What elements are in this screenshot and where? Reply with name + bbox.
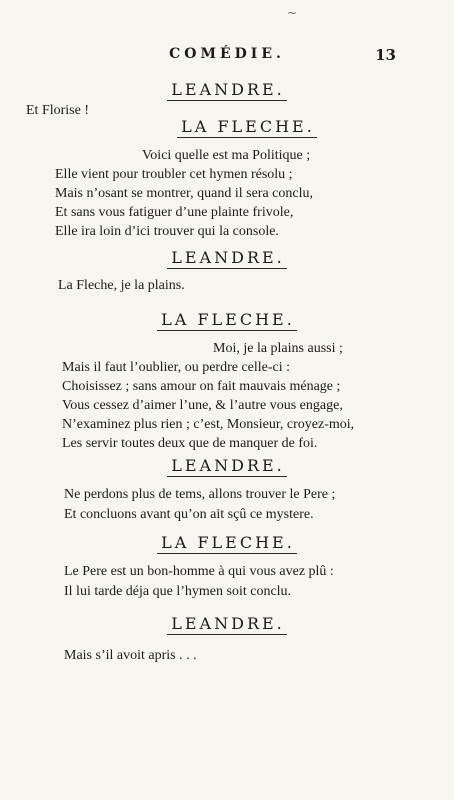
speaker-heading: LEANDRE. [0, 80, 454, 99]
verse-line: Mais il faut l’oublier, ou perdre celle-ci : [62, 360, 291, 375]
speaker-heading: LA FLECHE. [0, 533, 454, 552]
speaker-heading: LA FLECHE. [20, 117, 454, 136]
verse-line: La Fleche, je la plains. [58, 278, 185, 293]
tilde-ornament-icon: ~ [287, 6, 298, 20]
verse-line: Vous cessez d’aimer l’une, & l’autre vous engage, [62, 398, 343, 413]
verse-line: Mais s’il avoit apris . . . [64, 648, 197, 663]
verse-line: Moi, je la plains aussi ; [213, 341, 343, 356]
verse-line: Et Florise ! [26, 103, 89, 118]
verse-line: Elle vient pour troubler cet hymen résolu ; [55, 167, 293, 182]
verse-line: N’examinez plus rien ; c’est, Monsieur, croyez-moi, [62, 417, 355, 432]
verse-line: Le Pere est un bon-homme à qui vous avez plû : [64, 564, 334, 579]
running-title: COMÉDIE. [169, 46, 285, 62]
verse-line: Elle ira loin d’ici trouver qui la console. [55, 224, 279, 239]
speaker-heading: LA FLECHE. [0, 310, 454, 329]
page-number: 13 [375, 46, 396, 64]
speaker-heading: LEANDRE. [0, 456, 454, 475]
verse-line: Et concluons avant qu’on ait sçû ce mystere. [64, 507, 314, 522]
verse-line: Mais n’osant se montrer, quand il sera conclu, [55, 186, 313, 201]
verse-line: Voici quelle est ma Politique ; [142, 148, 311, 163]
verse-line: Choisissez ; sans amour on fait mauvais ménage ; [62, 379, 341, 394]
speaker-heading: LEANDRE. [0, 248, 454, 267]
verse-line: Il lui tarde déja que l’hymen soit conclu. [64, 584, 292, 599]
verse-line: Et sans vous fatiguer d’une plainte frivole, [55, 205, 294, 220]
verse-line: Les servir toutes deux que de manquer de foi. [62, 436, 318, 451]
speaker-heading: LEANDRE. [0, 614, 454, 633]
verse-line: Ne perdons plus de tems, allons trouver le Pere ; [64, 487, 336, 502]
